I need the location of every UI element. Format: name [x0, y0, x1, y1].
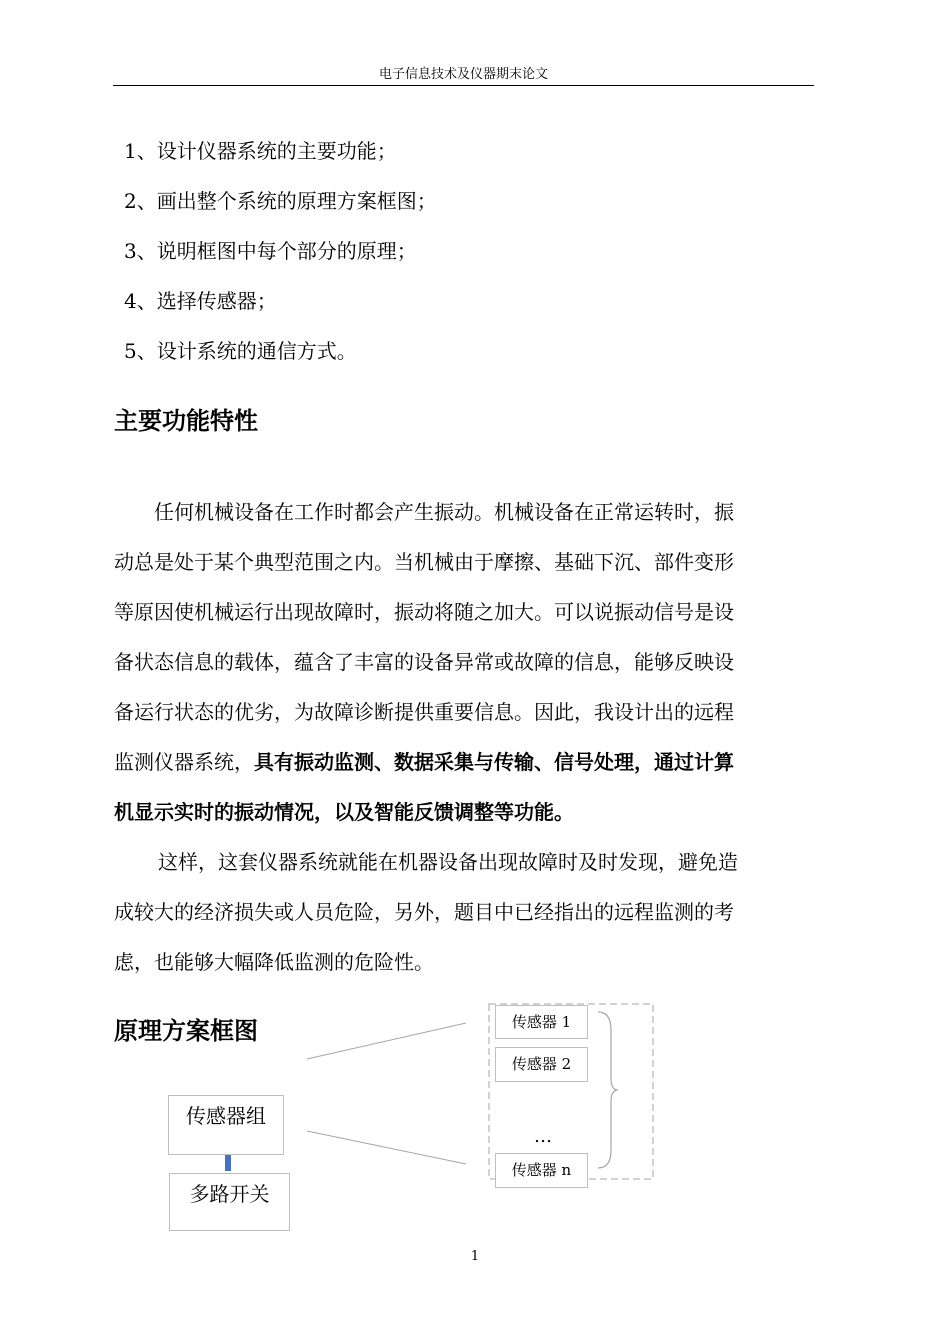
sensor-group-box	[168, 1095, 284, 1155]
zoom-line-bottom	[307, 1131, 466, 1164]
para1-line-1: 任何机械设备在工作时都会产生振动。机械设备在正常运转时，振	[154, 500, 734, 524]
header-rule	[113, 85, 814, 86]
zoom-line-top	[307, 1023, 466, 1059]
section-heading-diagram: 原理方案框图	[114, 1017, 258, 1045]
page-number: 1	[470, 1249, 480, 1264]
sensor-1-box	[495, 1005, 588, 1039]
para2-line-2: 成较大的经济损失或人员危险，另外，题目中已经指出的远程监测的考	[114, 900, 734, 924]
features-paragraph-2	[114, 837, 814, 987]
para1-line-3: 等原因使机械运行出现故障时，振动将随之加大。可以说振动信号是设	[114, 600, 734, 624]
sensor-n-label: 传感器 n	[511, 1161, 572, 1179]
features-bold-text: 具有振动监测、数据采集与传输、信号处理，通过计算	[254, 750, 734, 774]
para1-line-7: 机显示实时的振动情况，以及智能反馈调整等功能。	[114, 800, 574, 824]
page-header-title: 电子信息技术及仪器期末论文	[378, 67, 548, 82]
sensor-n-box	[495, 1153, 588, 1188]
sensor-ellipsis: …	[534, 1126, 552, 1147]
task-list-item-3: 3、说明框图中每个部分的原理；	[124, 239, 417, 263]
right-curly-brace	[598, 1012, 618, 1168]
sensor-group-label: 传感器组	[186, 1104, 266, 1128]
multiplexer-label: 多路开关	[189, 1182, 270, 1206]
para2-line-3: 虑，也能够大幅降低监测的危险性。	[114, 950, 434, 974]
task-list-item-2: 2、画出整个系统的原理方案框图；	[124, 189, 437, 213]
sensor-2-label: 传感器 2	[511, 1055, 572, 1073]
task-list-item-5: 5、设计系统的通信方式。	[124, 339, 357, 363]
para1-line-2: 动总是处于某个典型范围之内。当机械由于摩擦、基础下沉、部件变形	[114, 550, 734, 574]
para1-line-5: 备运行状态的优劣，为故障诊断提供重要信息。因此，我设计出的远程	[114, 700, 734, 724]
sensor-2-box	[495, 1047, 588, 1082]
para1-line-4: 备状态信息的载体，蕴含了丰富的设备异常或故障的信息，能够反映设	[114, 650, 734, 674]
features-paragraph-1	[114, 487, 814, 837]
task-list-item-1: 1、设计仪器系统的主要功能；	[124, 139, 397, 163]
multiplexer-box	[169, 1173, 290, 1231]
para1-line-6: 监测仪器系统，具有振动监测、数据采集与传输、信号处理，通过计算	[114, 750, 734, 774]
sensor-1-label: 传感器 1	[511, 1013, 572, 1031]
section-heading-features: 主要功能特性	[114, 407, 258, 435]
para2-line-1: 这样，这套仪器系统就能在机器设备出现故障时及时发现，避免造	[158, 850, 738, 874]
task-list-item-4: 4、选择传感器；	[124, 289, 277, 313]
